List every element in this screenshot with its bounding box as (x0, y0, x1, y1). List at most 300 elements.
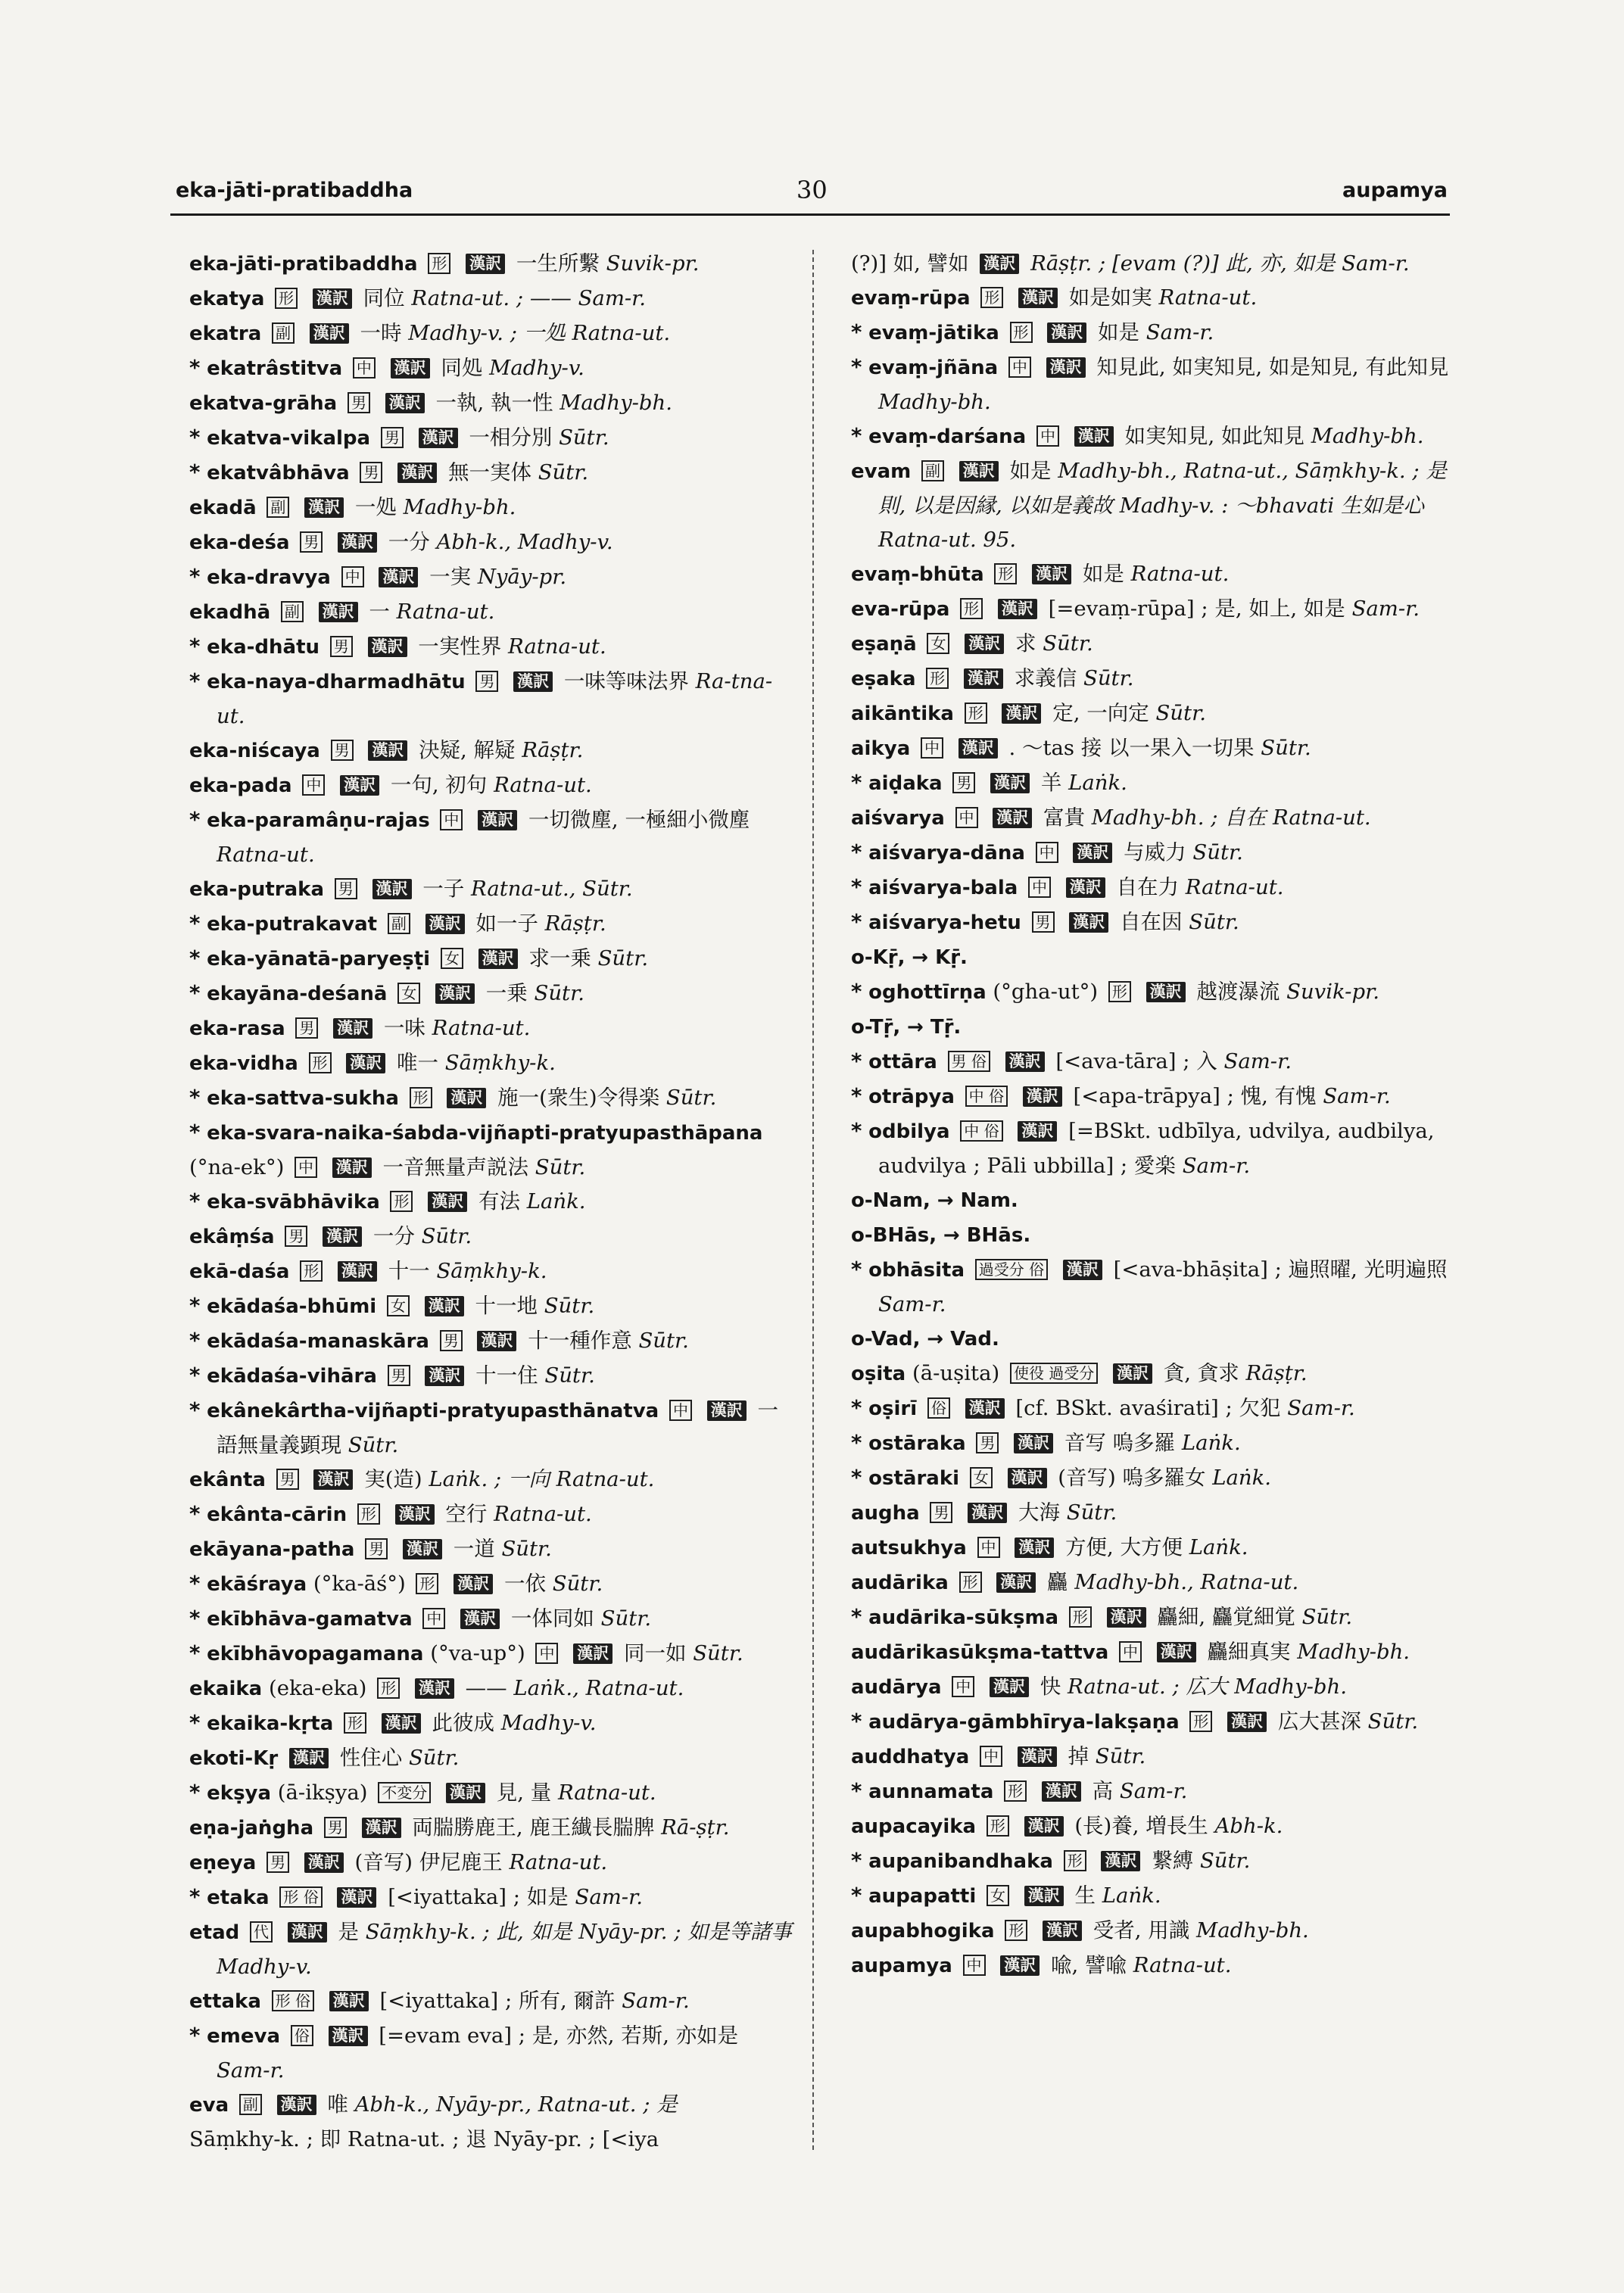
entry-headword: ekâṃśa (189, 1226, 275, 1248)
dictionary-entry (831, 247, 1456, 281)
entry-headword: eka-putrakavat (207, 913, 378, 936)
entry-source: Sam-r. (1146, 320, 1214, 344)
entry-translation: 唯一 (397, 1051, 439, 1075)
dictionary-entry (831, 801, 1456, 836)
entry-headword: eka-svara-naika-śabda-vijñapti-pratyupasthāpana (207, 1122, 763, 1145)
entry-source: Ratna-ut. (509, 1850, 608, 1874)
dictionary-entry (831, 1705, 1456, 1740)
page-number: 30 (796, 176, 828, 204)
entry-source: Madhy-bh. (1196, 1918, 1309, 1943)
cross-reference: → Kṝ. (912, 946, 968, 969)
entry-source: Sūtr. (1095, 1744, 1146, 1768)
entry-source: Sam-r. (1182, 1154, 1251, 1178)
entry-source: Sūtr. (1301, 1605, 1353, 1629)
dictionary-entry (170, 803, 794, 872)
entry-headword: audārika-sūkṣma (868, 1606, 1059, 1629)
entry-star: * (851, 1396, 862, 1420)
entry-translation: 一 (369, 600, 390, 624)
entry-headword: o-Vad, (851, 1328, 921, 1351)
entry-translation: 求 (1015, 631, 1036, 656)
dictionary-entry (170, 1846, 794, 1880)
entry-source: Sūtr. (544, 1363, 595, 1388)
entry-headword: aupamya (851, 1955, 952, 1977)
entry-star: * (851, 1709, 862, 1734)
entry-translation: 同一如 (623, 1641, 687, 1665)
dictionary-entry (170, 351, 794, 386)
entry-star: * (189, 1885, 201, 1909)
dictionary-entry (831, 1949, 1456, 1983)
dictionary-entry (831, 592, 1456, 627)
entry-source: Ratna-ut. (557, 1781, 656, 1805)
entry-star: * (189, 565, 201, 589)
entry-source: Madhy-bh. (1311, 424, 1424, 448)
kanyaku-badge: 漢訳 (980, 254, 1019, 274)
kanyaku-badge: 漢訳 (466, 254, 505, 274)
kanyaku-badge: 漢訳 (477, 1331, 516, 1351)
grammar-tag: 形 (1069, 1606, 1092, 1628)
entry-translation: 同処 (441, 356, 483, 380)
entry-translation: 空行 (445, 1502, 488, 1526)
grammar-tag: 形 (1004, 1781, 1027, 1802)
kanyaku-badge: 漢訳 (346, 1053, 385, 1073)
entry-source: Madhy-v. (489, 356, 584, 380)
entry-star: * (851, 1119, 862, 1143)
entry-source: Sūtr. (538, 460, 589, 484)
dictionary-entry (831, 1809, 1456, 1844)
kanyaku-badge: 漢訳 (1046, 357, 1086, 378)
dictionary-entry (831, 1461, 1456, 1496)
dictionary-entry (170, 247, 794, 282)
entry-translation: 無一実体 (447, 460, 531, 484)
entry-star: * (851, 840, 862, 865)
grammar-tag: 中 (1036, 425, 1059, 447)
kanyaku-badge: 漢訳 (319, 602, 358, 622)
grammar-tag: 副 (921, 460, 944, 481)
entry-source: Sūtr. (552, 1572, 603, 1596)
entry-translation: 実(造) (364, 1467, 422, 1491)
entry-source: Sūtr. (1083, 666, 1134, 690)
entry-translation: [<iyattaka] ; 所有, 爾許 (379, 1989, 616, 2013)
kanyaku-badge: 漢訳 (313, 1469, 353, 1490)
grammar-tag: 中 (952, 1676, 974, 1697)
dictionary-entry (170, 1637, 794, 1671)
left-column (170, 247, 794, 2157)
dictionary-entry (170, 1915, 794, 1984)
grammar-tag: 不変分 (378, 1782, 431, 1803)
entry-source: Ratna-ut. ; 広大 Madhy-bh. (1068, 1675, 1347, 1699)
kanyaku-badge: 漢訳 (332, 1157, 372, 1178)
entry-headword: eṣaṇā (851, 633, 917, 656)
kanyaku-badge: 漢訳 (446, 1783, 485, 1803)
entry-star: * (189, 1329, 201, 1353)
entry-translation: 有法 (478, 1189, 520, 1213)
entry-source: Suvik-pr. (1286, 980, 1379, 1004)
dictionary-entry (170, 872, 794, 907)
entry-source: Laṅk. ; 一向 Ratna-ut. (429, 1467, 655, 1491)
kanyaku-badge: 漢訳 (385, 393, 425, 413)
dictionary-entry (831, 1531, 1456, 1566)
entry-headword: ekatrâstitva (207, 357, 343, 380)
entry-star: * (851, 1049, 862, 1073)
grammar-tag: 形 (1010, 322, 1033, 343)
grammar-tag: 中 (980, 1746, 1002, 1767)
dictionary-entry (831, 1426, 1456, 1461)
entry-source: Madhy-v. (500, 1711, 597, 1735)
kanyaku-badge: 漢訳 (425, 914, 465, 934)
entry-translation: 掉 (1068, 1744, 1089, 1768)
kanyaku-badge: 漢訳 (460, 1609, 500, 1629)
dictionary-entry (170, 630, 794, 665)
kanyaku-badge: 漢訳 (304, 1852, 344, 1873)
dictionary-entry (170, 1602, 794, 1637)
dictionary-entry (831, 316, 1456, 350)
entry-headword: augha (851, 1502, 920, 1525)
entry-translation: 一切微塵, 一極細小微塵 (528, 808, 750, 832)
entry-star: * (189, 1606, 201, 1631)
dictionary-entry (170, 1497, 794, 1532)
kanyaku-badge: 漢訳 (1107, 1607, 1146, 1628)
entry-source: Sam-r. (575, 1885, 643, 1909)
kanyaku-badge: 漢訳 (1157, 1642, 1196, 1662)
dictionary-entry (831, 731, 1456, 766)
entry-headword: audārika (851, 1572, 949, 1594)
kanyaku-badge: 漢訳 (277, 2095, 316, 2115)
entry-source: Sūtr. (1192, 840, 1243, 865)
entry-source: Rāṣṭr. (522, 738, 584, 762)
dictionary-entry (831, 1080, 1456, 1114)
entry-source: Laṅk. (1212, 1466, 1272, 1490)
header-right-word: aupamya (1342, 179, 1448, 202)
entry-translation: 富貴 (1043, 805, 1085, 830)
entry-source: Ratna-ut. (494, 1502, 592, 1526)
kanyaku-badge: 漢訳 (304, 497, 344, 518)
dictionary-entry (831, 1010, 1456, 1045)
dictionary-entry (170, 2088, 794, 2123)
grammar-tag: 形 (980, 287, 1003, 308)
entry-star: * (851, 1466, 862, 1490)
kanyaku-badge: 漢訳 (1024, 1816, 1064, 1837)
kanyaku-badge: 漢訳 (1074, 426, 1114, 447)
entry-source: Sam-r. (1223, 1049, 1292, 1073)
entry-star: * (851, 980, 862, 1004)
dictionary-entry (831, 1322, 1456, 1357)
dictionary-entry (170, 1151, 794, 1185)
kanyaku-badge: 漢訳 (391, 358, 430, 379)
kanyaku-badge: 漢訳 (362, 1818, 401, 1838)
column-divider (812, 250, 814, 2150)
entry-star: * (189, 460, 201, 484)
entry-source: Rā-ṣṭr. (661, 1815, 730, 1840)
entry-translation: 一体同如 (510, 1606, 594, 1631)
entry-headword: ekādaśa-vihāra (207, 1365, 377, 1388)
grammar-tag: 副 (388, 913, 410, 934)
entry-source: Sūtr. (501, 1537, 552, 1561)
grammar-tag: 形 (357, 1503, 380, 1525)
grammar-tag: 中 (963, 1955, 986, 1976)
entry-source: Ratna-ut. (508, 634, 606, 659)
entry-source: Sāṃkhy-k. ; 此, 如是 Nyāy-pr. ; 如是等諸事 Madhy-v. (217, 1920, 792, 1979)
kanyaku-badge: 漢訳 (340, 775, 379, 796)
dictionary-entry (831, 836, 1456, 871)
grammar-tag: 形 (926, 668, 949, 689)
entry-translation: 知見此, 如実知見, 如是知見, 有此知見 (1096, 355, 1449, 379)
entry-translation: [<apa-trāpya] ; 愧, 有愧 (1073, 1084, 1317, 1108)
entry-star: * (851, 1084, 862, 1108)
grammar-tag: 形 (987, 1815, 1009, 1837)
kanyaku-badge: 漢訳 (1000, 1955, 1040, 1976)
entry-translation: [<iyattaka] ; 如是 (388, 1885, 569, 1909)
kanyaku-badge: 漢訳 (333, 1018, 372, 1039)
dictionary-entry (831, 1774, 1456, 1809)
grammar-tag: 形 (1189, 1711, 1212, 1732)
entry-star: * (189, 1086, 201, 1110)
entry-translation: 音写 嗚多羅 (1064, 1431, 1176, 1455)
entry-translation: 如是 (1082, 562, 1124, 586)
entry-source: Abh-k., Nyāy-pr., Ratna-ut. ; 是 (354, 2092, 678, 2117)
grammar-tag: 男 (1032, 911, 1055, 933)
entry-translation: [=BSkt. udbīlya, udvilya, audbilya, audvilya ; Pāli ubbilla] ; 愛楽 (878, 1119, 1435, 1178)
kanyaku-badge: 漢訳 (993, 808, 1032, 828)
grammar-tag: 中 (341, 566, 364, 587)
dictionary-entry (831, 1114, 1456, 1183)
entry-source: Sam-r. (1351, 597, 1420, 621)
grammar-tag: 男 (300, 531, 323, 553)
entry-source: Sūtr. (1189, 910, 1239, 934)
kanyaku-badge: 漢訳 (990, 1677, 1029, 1697)
entry-star: * (189, 1572, 201, 1596)
entry-translation: 一生所繫 (516, 251, 600, 276)
entry-headword: o-BHās, (851, 1224, 937, 1247)
entry-star: * (189, 1363, 201, 1388)
entry-source: Sūtr. (638, 1329, 689, 1353)
entry-translation: 十一住 (475, 1363, 538, 1388)
grammar-tag: 男 (952, 772, 975, 793)
entry-headword: audārikasūkṣma-tattva (851, 1641, 1109, 1664)
entry-translation: 施一(衆生)令得楽 (497, 1086, 660, 1110)
entry-translation: 広大甚深 (1277, 1709, 1361, 1734)
dictionary-entry (170, 1880, 794, 1915)
grammar-tag: 中 (535, 1643, 558, 1664)
kanyaku-badge: 漢訳 (1047, 322, 1086, 343)
entry-source: Laṅk., Ratna-ut. (513, 1676, 684, 1700)
entry-headword: eka-yānatā-paryeṣṭi (207, 948, 431, 970)
kanyaku-badge: 漢訳 (1032, 564, 1071, 584)
entry-headword: ekoti-Kṛ (189, 1747, 279, 1770)
entry-source: Ratna-ut. (494, 773, 592, 797)
entry-translation: 定, 一向定 (1052, 701, 1149, 725)
dictionary-entry (170, 1185, 794, 1220)
grammar-tag: 形 (965, 703, 987, 724)
kanyaku-badge: 漢訳 (965, 1398, 1005, 1419)
entry-source: Sūtr. (1199, 1849, 1251, 1873)
entry-translation: 一依 (503, 1572, 546, 1596)
kanyaku-badge: 漢訳 (428, 1192, 467, 1212)
kanyaku-badge: 漢訳 (329, 1991, 369, 2011)
entry-headword: eka-dhātu (207, 636, 320, 659)
entry-headword: aikāntika (851, 703, 954, 725)
grammar-tag: 中 (295, 1157, 317, 1178)
entry-headword: eva-rūpa (851, 598, 950, 621)
grammar-tag: 男 (360, 462, 382, 483)
kanyaku-badge: 漢訳 (1005, 1051, 1045, 1072)
entry-source: Sūtr. (544, 1294, 595, 1318)
entry-star: * (189, 808, 201, 832)
dictionary-entry (831, 696, 1456, 731)
entry-headword: oṣirī (868, 1397, 918, 1420)
entry-headword: eka-niścaya (189, 740, 320, 762)
kanyaku-badge: 漢訳 (379, 567, 418, 587)
entry-star: * (189, 911, 201, 936)
entry-translation: 一音無量声説法 (382, 1155, 529, 1179)
dictionary-entry (170, 1776, 794, 1811)
dictionary-entry (170, 1394, 794, 1463)
entry-star: * (851, 1883, 862, 1908)
entry-star: * (189, 1711, 201, 1735)
entry-star: * (189, 425, 201, 450)
entry-translation: —— (465, 1676, 507, 1700)
grammar-tag: 形 (309, 1052, 332, 1073)
dictionary-entry (170, 421, 794, 456)
kanyaku-badge: 漢訳 (1024, 1886, 1064, 1906)
entry-star: * (189, 1641, 201, 1665)
dictionary-entry (170, 665, 794, 734)
dictionary-entry (831, 557, 1456, 592)
kanyaku-badge: 漢訳 (1014, 1433, 1053, 1453)
entry-source: Madhy-bh. (560, 391, 672, 415)
dictionary-entry (831, 1670, 1456, 1705)
entry-source: Ratna-ut. (1133, 1953, 1232, 1977)
entry-translation: 喩, 譬喩 (1051, 1953, 1127, 1977)
grammar-tag: 男 (285, 1226, 307, 1247)
dictionary-entry (170, 2019, 794, 2088)
entry-source: Sūtr. (665, 1086, 717, 1110)
entry-source: Madhy-bh., Ratna-ut., Sāṃkhy-k. ; 是則, 以是因縁, 以如是義故 Madhy-v. : ～bhavati 生如是心 Ratna-ut. 95. (878, 459, 1447, 552)
entry-headword: otrāpya (868, 1086, 955, 1108)
right-column (831, 247, 1456, 1983)
entry-headword: eva (189, 2094, 229, 2117)
entry-headword: eka-vidha (189, 1052, 298, 1075)
entry-translation: 快 (1040, 1675, 1061, 1699)
dictionary-entry (170, 316, 794, 351)
entry-source: Sūtr. (421, 1224, 472, 1248)
entry-star: * (189, 669, 201, 693)
entry-headword: evaṃ-jñāna (868, 357, 999, 379)
kanyaku-badge: 漢訳 (1042, 1781, 1081, 1802)
entry-source: Madhy-bh. ; 自在 Ratna-ut. (1091, 805, 1371, 830)
entry-translation: 此彼成 (432, 1711, 494, 1735)
entry-translation: 一道 (453, 1537, 495, 1561)
entry-star: * (189, 1189, 201, 1213)
entry-headword: ekânta-cārin (207, 1503, 348, 1526)
dictionary-entry (831, 975, 1456, 1010)
kanyaku-badge: 漢訳 (338, 532, 377, 553)
entry-headword: aiśvarya-dāna (868, 842, 1025, 865)
entry-source: Rāṣṭr. (1245, 1361, 1308, 1385)
grammar-tag: 中 (422, 1608, 445, 1629)
grammar-tag: 中 (1028, 877, 1051, 898)
dictionary-entry (170, 2123, 794, 2157)
dictionary-entry (170, 1706, 794, 1741)
entry-source: Sūtr. (1043, 631, 1093, 656)
grammar-tag: 中 (302, 774, 325, 796)
dictionary-entry (170, 734, 794, 768)
dictionary-entry (831, 1844, 1456, 1879)
dictionary-entry (170, 560, 794, 595)
entry-headword: ekādaśa-manaskāra (207, 1330, 429, 1353)
entry-source: Sūtr. (1155, 701, 1206, 725)
entry-star: * (851, 910, 862, 934)
entry-source: Sūtr. (559, 425, 609, 450)
entry-headword: ekaika (189, 1678, 263, 1700)
entry-headword: ottāra (868, 1051, 937, 1073)
entry-headword: eka-rasa (189, 1017, 285, 1040)
entry-headword: ekânta (189, 1469, 266, 1491)
entry-source: Madhy-bh. (403, 495, 516, 519)
entry-headword: evaṃ-darśana (868, 425, 1027, 448)
entry-source: Sūtr. (408, 1746, 460, 1770)
kanyaku-badge: 漢訳 (1002, 703, 1041, 724)
grammar-tag: 男 (295, 1017, 318, 1039)
grammar-tag: 男 (365, 1538, 388, 1559)
entry-translation: 如是如実 (1068, 285, 1152, 310)
kanyaku-badge: 漢訳 (959, 461, 999, 481)
entry-translation: 一実 (429, 565, 472, 589)
grammar-tag: 中 (1008, 357, 1031, 378)
entry-source: Laṅk. (1102, 1883, 1161, 1908)
grammar-tag: 形 (1108, 981, 1131, 1002)
entry-source: Madhy-bh. (1297, 1640, 1410, 1664)
grammar-tag: 形 俗 (272, 1990, 314, 2011)
entry-translation: 唯 (327, 2092, 348, 2117)
dictionary-entry (170, 1046, 794, 1081)
entry-headword: o-Kṝ, (851, 946, 906, 969)
dictionary-entry (831, 1357, 1456, 1391)
entry-translation: 十一種作意 (528, 1329, 632, 1353)
entry-headword: ekāśraya (207, 1573, 307, 1596)
cross-reference: → Tṝ. (907, 1016, 962, 1039)
entry-headword: ekadā (189, 497, 257, 519)
kanyaku-badge: 漢訳 (1043, 1921, 1082, 1941)
kanyaku-badge: 漢訳 (372, 879, 412, 899)
entry-note: (eka-eka) (268, 1676, 367, 1700)
kanyaku-badge: 漢訳 (415, 1678, 454, 1699)
entry-headword: ekânekârtha-vijñapti-pratyupasthānatva (207, 1400, 659, 1422)
grammar-tag: 形 (959, 1572, 982, 1593)
dictionary-entry (170, 1671, 794, 1706)
grammar-tag: 中 (955, 807, 978, 828)
entry-star: * (851, 875, 862, 899)
grammar-tag: 男 (276, 1469, 299, 1490)
grammar-tag: 副 (272, 322, 295, 344)
entry-translation: 十一地 (475, 1294, 538, 1318)
grammar-tag: 副 (267, 497, 289, 518)
dictionary-entry (831, 1635, 1456, 1670)
dictionary-entry (170, 1081, 794, 1116)
entry-star: * (851, 355, 862, 379)
grammar-tag: 中 (440, 809, 463, 830)
dictionary-entry (170, 1011, 794, 1046)
entry-translation: 両腨勝鹿王, 鹿王纎長腨脾 (412, 1815, 655, 1840)
entry-note: (°na-ek°) (189, 1155, 285, 1179)
kanyaku-badge: 漢訳 (1023, 1086, 1062, 1107)
entry-headword: ekadhā (189, 601, 271, 624)
entry-headword: eṇeya (189, 1852, 257, 1874)
entry-translation: 一味 (383, 1016, 425, 1040)
entry-source: Suvik-pr. (606, 251, 700, 276)
dictionary-entry (170, 1254, 794, 1289)
entry-headword: eka-deśa (189, 531, 290, 554)
entry-translation: 貪, 貪求 (1163, 1361, 1239, 1385)
